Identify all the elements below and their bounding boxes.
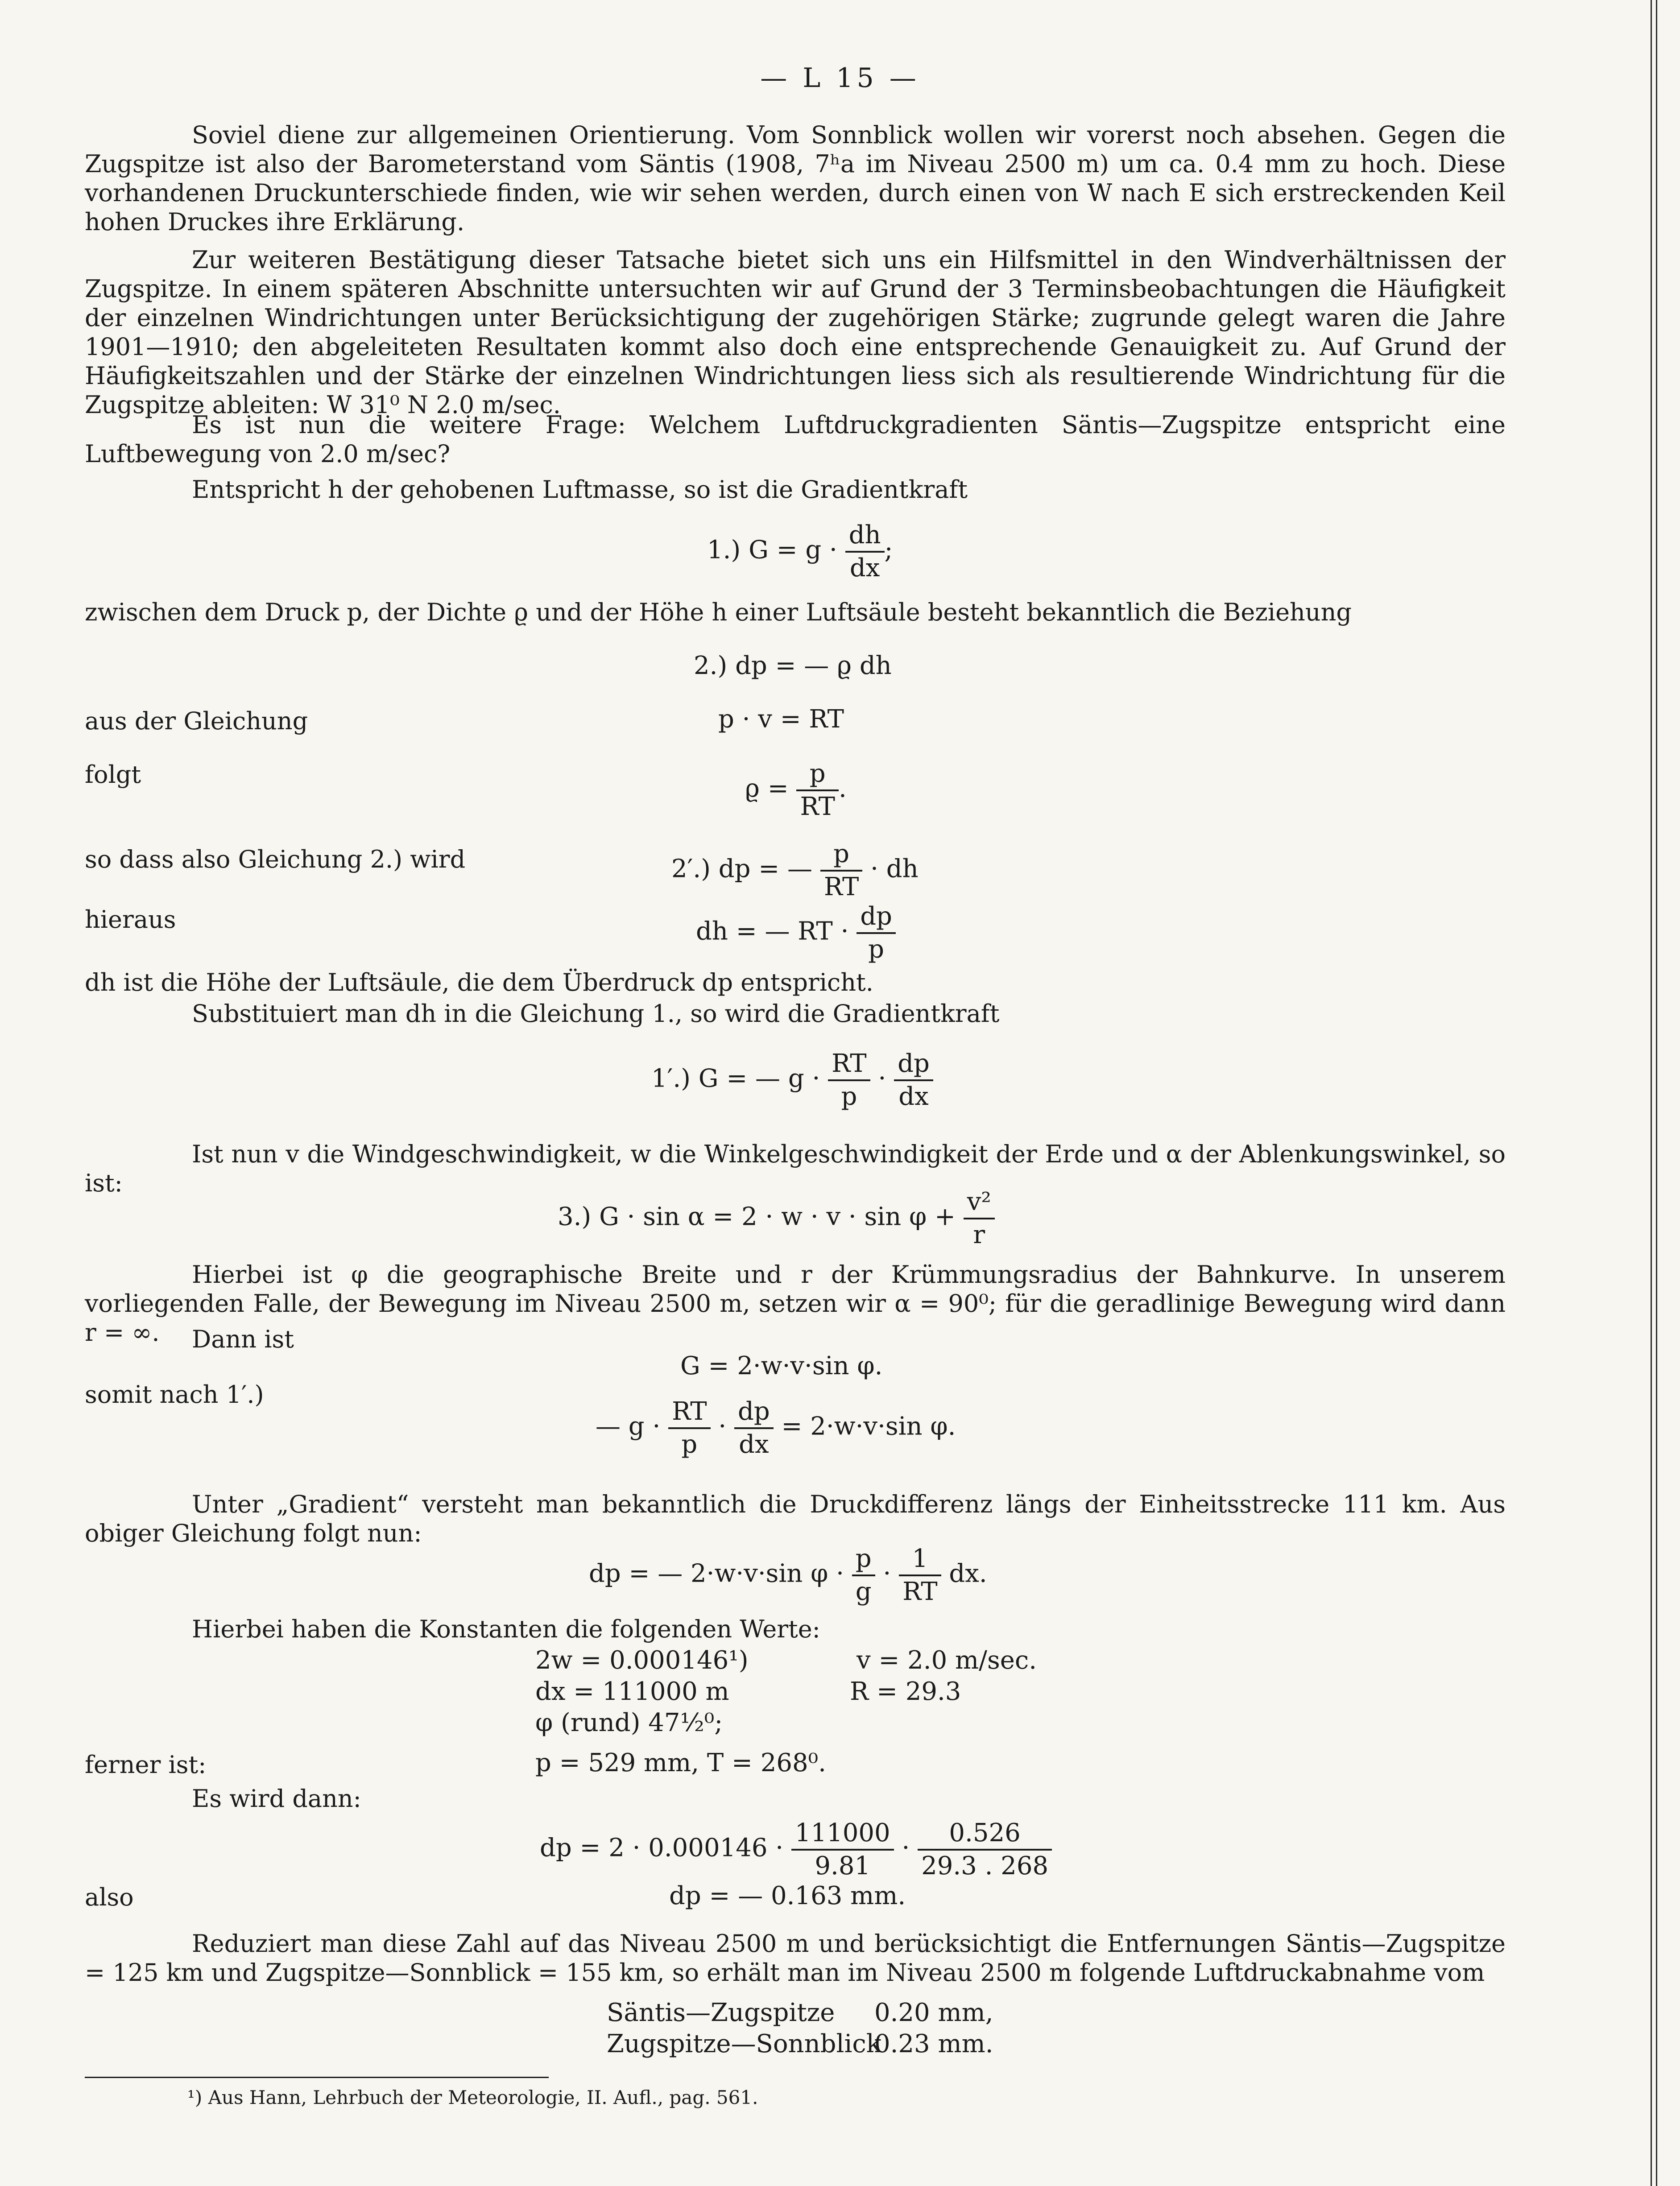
equation-5: 2′.) dp = — $\frac{p}{RT}$ · dh xyxy=(671,839,919,901)
page-edge-line xyxy=(1651,0,1652,2186)
equation-3: p · v = RT xyxy=(718,705,844,734)
constant-phi: φ (rund) 47½⁰; xyxy=(535,1708,723,1737)
paragraph-11: Unter „Gradient“ versteht man bekanntlich die Druckdifferenz längs der Einheitsstrecke 111 km. Aus obiger Gleichung folgt nun: xyxy=(85,1490,1506,1547)
constant-dx: dx = 111000 m xyxy=(535,1677,729,1706)
constant-v: v = 2.0 m/sec. xyxy=(857,1646,1037,1675)
page-header: — L 15 — xyxy=(760,62,920,94)
label-so-dass: so dass also Gleichung 2.) wird xyxy=(85,845,466,873)
paragraph-5: zwischen dem Druck p, der Dichte ϱ und der Höhe h einer Luftsäule besteht bekanntlich die Beziehung xyxy=(85,598,1352,626)
table-row-value: 0.23 mm. xyxy=(874,2029,993,2058)
paragraph-1: Soviel diene zur allgemeinen Orientierung. Vom Sonnblick wollen wir vorerst noch absehen. Gegen die Zugspitze ist also der Barometerstand vom Säntis (1908, 7ʰa im Niveau 2500 m) um ca. 0.4 mm zu hoch. Diese vorhandenen Druckunterschiede finden, wie wir sehen werden, durch einen von W nach E sich erstreckenden Keil hohen Druckes ihre Erklärung. xyxy=(85,121,1506,236)
equation-1: 1.) G = g · $\frac{dh}{dx}$ ; xyxy=(707,521,893,583)
page-edge-line xyxy=(1656,0,1657,2186)
equation-13: dp = 2 · 0.000146 · $\frac{111000}{9.81}$ · $\frac{0.526}{29.3 . 268}$ xyxy=(540,1818,1052,1882)
paragraph-6: dh ist die Höhe der Luftsäule, die dem Überdruck dp entspricht. xyxy=(85,968,873,996)
label-aus-der-gleichung: aus der Gleichung xyxy=(85,707,308,735)
footnote-rule xyxy=(85,2077,549,2078)
equation-8: 3.) G · sin α = 2 · w · v · sin φ + $\frac{\text{v²}}{r}$ xyxy=(558,1186,995,1251)
paragraph-7: Substituiert man dh in die Gleichung 1., so wird die Gradientkraft xyxy=(192,1000,1000,1028)
paragraph-8: Ist nun v die Windgeschwindigkeit, w die Winkelgeschwindigkeit der Erde und α der Ablenkungswinkel, so ist: xyxy=(85,1140,1506,1197)
paragraph-4: Entspricht h der gehobenen Luftmasse, so ist die Gradientkraft xyxy=(192,475,968,504)
label-folgt: folgt xyxy=(85,760,141,789)
equation-4: ϱ = $\frac{p}{RT}$ . xyxy=(745,759,847,821)
table-row-name: Zugspitze—Sonnblick xyxy=(607,2029,881,2058)
paragraph-2: Zur weiteren Bestätigung dieser Tatsache bietet sich uns ein Hilfsmittel in den Windverhältnissen der Zugspitze. In einem späteren Abschnitte untersuchten wir auf Grund der 3 Terminsbeobachtungen die Häufigkeit der einzelnen Windrichtungen unter Berücksichtigung der zugehörigen Stärke; zugrunde gelegt waren die Jahre 1901—1910; den abgeleiteten Resultaten kommt also doch eine entsprechende Genauigkeit zu. Auf Grund der Häufigkeitszahlen und der Stärke der einzelnen Windrichtungen liess sich als resultierende Windrichtung für die Zugspitze ableiten: W 31⁰ N 2.0 m/sec. xyxy=(85,246,1506,419)
equation-12: p = 529 mm, T = 268⁰. xyxy=(535,1748,826,1777)
footnote: ¹) Aus Hann, Lehrbuch der Meteorologie, II. Aufl., pag. 561. xyxy=(187,2087,758,2108)
constant-2w: 2w = 0.000146¹) xyxy=(535,1646,749,1675)
equation-9: G = 2·w·v·sin φ. xyxy=(680,1351,883,1380)
paragraph-12: Hierbei haben die Konstanten die folgenden Werte: xyxy=(192,1615,820,1643)
equation-6: dh = — RT · $\frac{dp}{p}$ xyxy=(696,901,896,965)
equation-14: dp = — 0.163 mm. xyxy=(669,1881,906,1910)
label-ferner-ist: ferner ist: xyxy=(85,1751,207,1779)
paragraph-9: Hierbei ist φ die geographische Breite und r der Krümmungsradius der Bahnkurve. In unserem vorliegenden Falle, der Bewegung im Niveau 2500 m, setzen wir α = 90⁰; für die geradlinige Bewegung wird dann r = ∞. xyxy=(85,1260,1506,1347)
equation-2: 2.) dp = — ϱ dh xyxy=(694,651,892,680)
equation-7: 1′.) G = — g · $\frac{RT}{p}$ · $\frac{dp}{dx}$ xyxy=(651,1048,933,1112)
constant-R: R = 29.3 xyxy=(850,1677,961,1706)
equation-10: — g · $\frac{RT}{p}$ · $\frac{dp}{dx}$ = 2·w·v·sin φ. xyxy=(596,1397,956,1459)
paragraph-13: Es wird dann: xyxy=(192,1785,361,1813)
paragraph-3: Es ist nun die weitere Frage: Welchem Luftdruckgradienten Säntis—Zugspitze entspricht eine Luftbewegung von 2.0 m/sec? xyxy=(85,411,1506,468)
paragraph-14: Reduziert man diese Zahl auf das Niveau 2500 m und berücksichtigt die Entfernungen Säntis—Zugspitze = 125 km und Zugspitze—Sonnblick = 155 km, so erhält man im Niveau 2500 m folgende Luftdruckabnahme vom xyxy=(85,1930,1506,1987)
label-somit: somit nach 1′.) xyxy=(85,1380,264,1409)
paragraph-10: Dann ist xyxy=(192,1325,294,1353)
table-row-name: Säntis—Zugspitze xyxy=(607,1998,835,2027)
label-hieraus: hieraus xyxy=(85,905,176,934)
equation-11: dp = — 2·w·v·sin φ · $\frac{p}{g}$ · $\frac{1}{RT}$ dx. xyxy=(589,1544,987,1606)
table-row-value: 0.20 mm, xyxy=(874,1998,993,2027)
label-also: also xyxy=(85,1883,134,1911)
